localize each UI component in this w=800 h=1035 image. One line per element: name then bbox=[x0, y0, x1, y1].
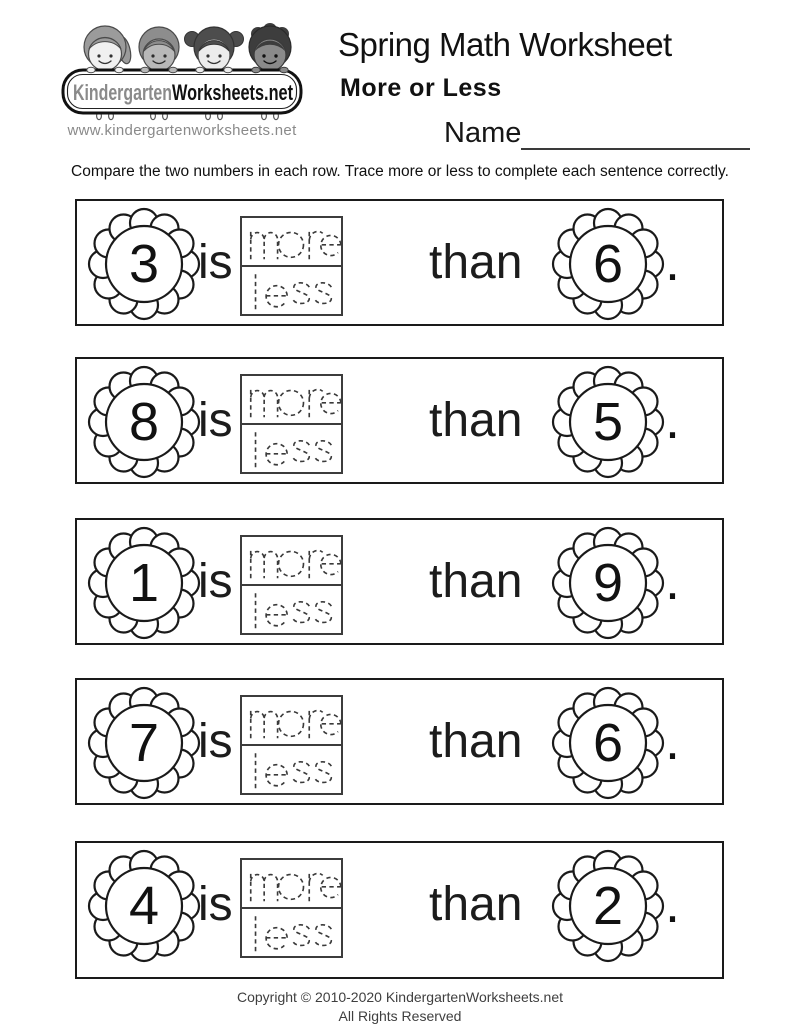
flower-left bbox=[89, 688, 199, 798]
flower-right bbox=[553, 209, 663, 319]
flower-left bbox=[89, 851, 199, 961]
word-is: is bbox=[198, 715, 233, 768]
logo-banner bbox=[63, 67, 301, 113]
trace-box bbox=[240, 858, 343, 958]
word-than: than bbox=[429, 236, 523, 289]
copyright-text: Copyright © 2010-2020 KindergartenWorksheets.net bbox=[236, 989, 564, 1005]
trace-less[interactable] bbox=[242, 586, 341, 633]
flower-right bbox=[553, 851, 663, 961]
kid-boy-gray bbox=[139, 27, 179, 71]
word-is: is bbox=[198, 236, 233, 289]
right-number: 9 bbox=[592, 553, 624, 613]
left-number: 4 bbox=[128, 876, 160, 936]
right-number: 5 bbox=[592, 392, 624, 452]
right-number: 2 bbox=[592, 876, 624, 936]
flower-left bbox=[89, 528, 199, 638]
word-than: than bbox=[429, 555, 523, 608]
trace-box bbox=[240, 216, 343, 316]
sentence-period: . bbox=[665, 874, 681, 934]
sentence-row bbox=[75, 199, 724, 326]
name-line bbox=[444, 118, 750, 150]
trace-more[interactable] bbox=[242, 537, 341, 586]
word-is: is bbox=[198, 394, 233, 447]
right-number: 6 bbox=[592, 713, 624, 773]
sentence-period: . bbox=[665, 551, 681, 611]
site-url: www.kindergartenworksheets.net bbox=[67, 122, 297, 139]
word-than: than bbox=[429, 394, 523, 447]
word-is: is bbox=[198, 878, 233, 931]
left-number: 8 bbox=[128, 392, 160, 452]
sentence-row bbox=[75, 678, 724, 805]
kid-girl-pigtails bbox=[185, 27, 244, 71]
page-subtitle: More or Less bbox=[340, 74, 502, 102]
left-number: 1 bbox=[128, 553, 160, 613]
trace-box bbox=[240, 535, 343, 635]
trace-less[interactable] bbox=[242, 909, 341, 956]
kid-girl-ponytail bbox=[84, 26, 133, 71]
trace-box bbox=[240, 695, 343, 795]
sentence-row bbox=[75, 518, 724, 645]
right-number: 6 bbox=[592, 234, 624, 294]
logo-kids-illustration bbox=[58, 14, 306, 120]
trace-more[interactable] bbox=[242, 697, 341, 746]
flower-left bbox=[89, 367, 199, 477]
trace-more[interactable] bbox=[242, 860, 341, 909]
trace-less[interactable] bbox=[242, 425, 341, 472]
flower-right bbox=[553, 367, 663, 477]
brand-kindergarten: Kindergarten bbox=[73, 80, 172, 105]
trace-more[interactable] bbox=[242, 376, 341, 425]
sentence-period: . bbox=[665, 232, 681, 292]
brand-worksheets-net: Worksheets.net bbox=[172, 80, 294, 105]
trace-box bbox=[240, 374, 343, 474]
trace-less[interactable] bbox=[242, 746, 341, 793]
sentence-period: . bbox=[665, 711, 681, 771]
name-write-line[interactable] bbox=[521, 118, 750, 150]
sentence-row bbox=[75, 841, 724, 979]
flower-right bbox=[553, 528, 663, 638]
instructions-text: Compare the two numbers in each row. Trace more or less to complete each sentence correctly. bbox=[71, 163, 729, 180]
trace-less[interactable] bbox=[242, 267, 341, 314]
rights-text: All Rights Reserved bbox=[338, 1008, 462, 1024]
page-title: Spring Math Worksheet bbox=[338, 26, 672, 63]
name-label: Name bbox=[444, 117, 522, 150]
kid-boy-curly bbox=[249, 23, 291, 71]
word-is: is bbox=[198, 555, 233, 608]
word-than: than bbox=[429, 715, 523, 768]
word-than: than bbox=[429, 878, 523, 931]
left-number: 7 bbox=[128, 713, 160, 773]
flower-left bbox=[89, 209, 199, 319]
trace-more[interactable] bbox=[242, 218, 341, 267]
flower-right bbox=[553, 688, 663, 798]
left-number: 3 bbox=[128, 234, 160, 294]
sentence-row bbox=[75, 357, 724, 484]
sentence-period: . bbox=[665, 390, 681, 450]
